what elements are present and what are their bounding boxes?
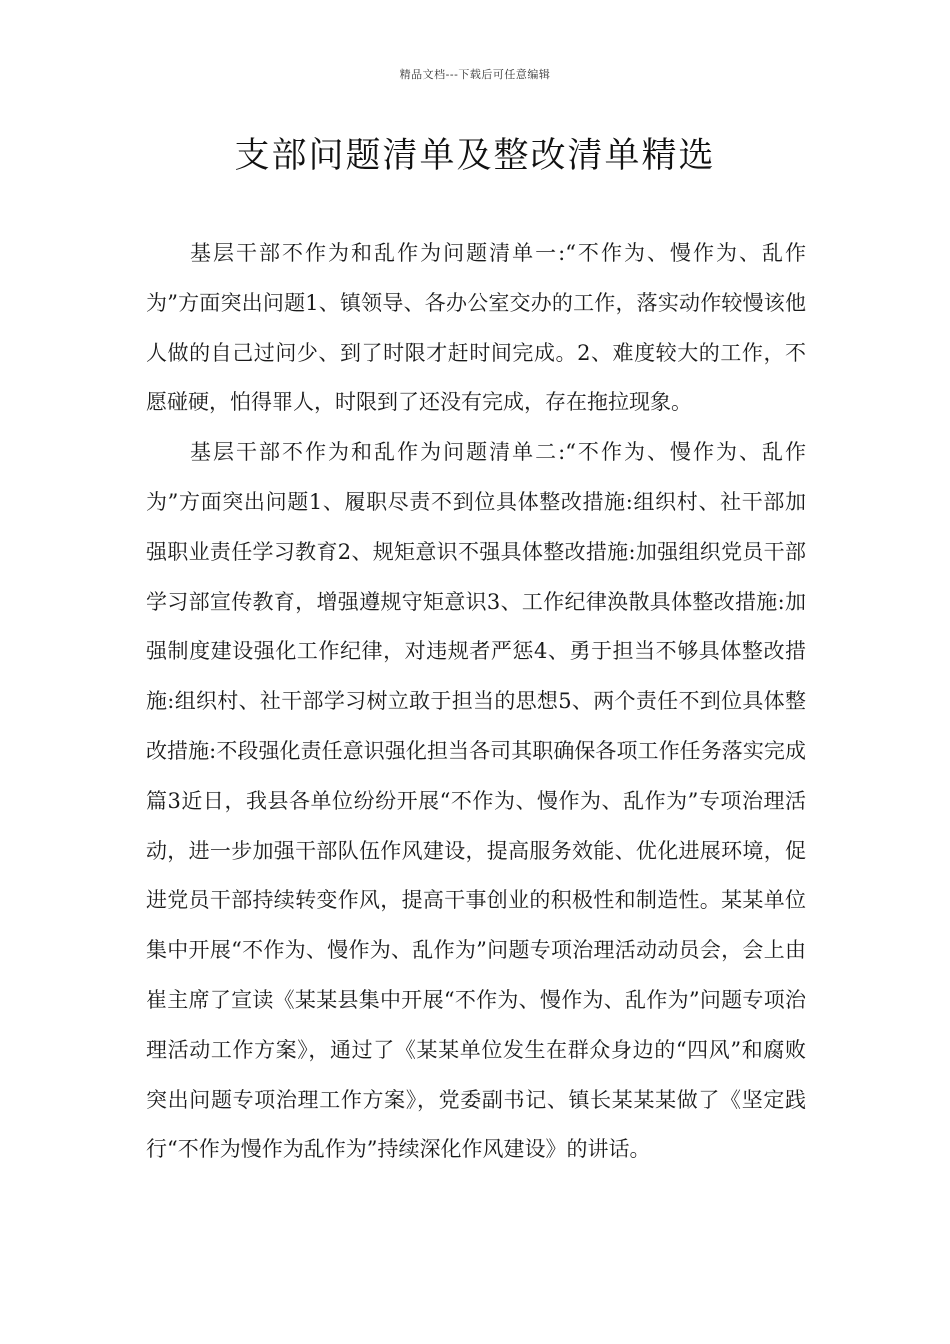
- document-title: 支部问题清单及整改清单精选: [234, 136, 716, 176]
- header-note: 精品文档---下载后可任意编辑: [399, 68, 551, 81]
- paragraph-1: 基层干部不作为和乱作为问题清单一:“不作为、慢作为、乱作为”方面突出问题1、镇领导、各办公室交办的工作，落实动作较慢该他人做的自己过问少、到了时限才赶时间完成。2、难度较大的工作，不愿碰硬，怕得罪人，时限到了还没有完成，存在拖拉现象。: [146, 241, 806, 415]
- paragraph-2: 基层干部不作为和乱作为问题清单二:“不作为、慢作为、乱作为”方面突出问题1、履职尽责不到位具体整改措施:组织村、社干部加强职业责任学习教育2、规矩意识不强具体整改措施:加强组织党员干部学习部宣传教育，增强遵规守矩意识3、工作纪律涣散具体整改措施:加强制度建设强化工作纪律，对违规者严惩4、勇于担当不够具体整改措施:组织村、社干部学习树立敢于担当的思想5、两个责任不到位具体整改措施:不段强化责任意识强化担当各司其职确保各项工作任务落实完成篇3近日，我县各单位纷纷开展“不作为、慢作为、乱作为”专项治理活动，进一步加强干部队伍作风建设，提高服务效能、优化进展环境，促进党员干部持续转变作风，提高干事创业的积极性和制造性。某某单位集中开展“不作为、慢作为、乱作为”问题专项治理活动动员会，会上由崔主席了宣读《某某县集中开展“不作为、慢作为、乱作为”问题专项治理活动工作方案》，通过了《某某单位发生在群众身边的“四风”和腐败突出问题专项治理工作方案》，党委副书记、镇长某某某做了《坚定践行“不作为慢作为乱作为”持续深化作风建设》的讲话。: [146, 440, 806, 1162]
- document-body: [146, 229, 806, 1175]
